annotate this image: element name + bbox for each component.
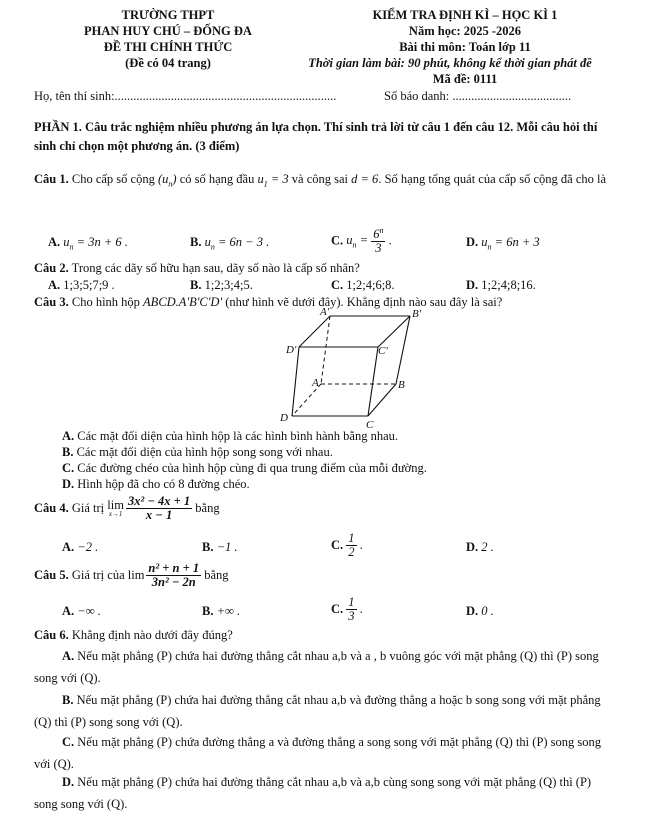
question-6-option-d[interactable] — [34, 772, 612, 816]
q1-opt-c-var: u — [346, 232, 353, 247]
question-5-option-d[interactable] — [466, 604, 494, 619]
question-5-label: Câu 5. — [34, 568, 69, 583]
question-2-text — [34, 261, 360, 276]
option-label: C. — [331, 233, 344, 248]
q4-num: 3x² − 4x + 1 — [127, 494, 191, 508]
question-4-text — [34, 495, 220, 529]
option-label: A. — [62, 429, 75, 443]
option-label: A. — [48, 278, 61, 292]
question-2-option-c[interactable] — [331, 278, 395, 293]
option-label: B. — [202, 540, 214, 554]
option-label: C. — [62, 735, 75, 749]
q5-opt-b: +∞ . — [216, 604, 241, 618]
question-5-option-c[interactable] — [331, 596, 363, 623]
q4-opt-b: −1 . — [216, 540, 238, 554]
option-label: A. — [62, 604, 75, 618]
option-label: B. — [62, 445, 74, 459]
vertex-label-c: C — [366, 419, 374, 431]
question-3-option-c[interactable] — [62, 461, 427, 476]
q3-opt-a: Các mặt đối diện của hình hộp là các hình bình hành bằng nhau. — [74, 429, 399, 443]
q1-sequence — [157, 172, 177, 189]
q2-opt-b: 1;2;3;4;5. — [204, 278, 253, 292]
q5-opt-c-fraction — [346, 596, 356, 623]
question-3-option-a[interactable] — [62, 429, 398, 444]
q6-opt-b: Nếu mặt phẳng (P) chứa hai đường thẳng cắt nhau a,b và đường thẳng a hoặc b song song với mặt phẳng (Q) thì (P) song song với (Q). — [34, 693, 601, 729]
school-year: Năm học: 2025 -2026 — [408, 24, 522, 38]
vertex-label-a1: A' — [320, 306, 330, 318]
q1-opt-a-var: u — [63, 235, 70, 249]
q1-text-a: Cho cấp số cộng — [68, 172, 158, 186]
q1-opt-b-sub: n — [210, 242, 215, 252]
q4-den: x − 1 — [145, 508, 173, 523]
question-2-option-b[interactable] — [190, 278, 253, 293]
question-3-option-d[interactable] — [62, 477, 250, 492]
option-label: D. — [62, 477, 75, 491]
edge-d1-d — [292, 347, 299, 416]
q1-seq-end: ) — [172, 172, 177, 186]
option-label: D. — [466, 604, 479, 618]
q1-opt-c-fraction — [371, 227, 385, 255]
q1-d: d = 6 — [351, 172, 379, 186]
option-label: D. — [466, 235, 479, 249]
q4-fraction — [126, 495, 192, 522]
q1-opt-c-eq: = — [356, 232, 372, 247]
q1-opt-b-rhs: = 6n − 3 . — [214, 235, 270, 249]
q2-opt-d: 1;2;4;8;16. — [481, 278, 536, 292]
q1-opt-d-rhs: = 6n + 3 — [491, 235, 540, 249]
question-6-option-c[interactable] — [34, 732, 612, 776]
question-5-option-b[interactable] — [202, 604, 240, 619]
question-2-option-d[interactable] — [466, 278, 536, 293]
exam-title: KIỂM TRA ĐỊNH KÌ – HỌC KÌ 1 — [372, 8, 558, 22]
q1-seq: (u — [157, 172, 169, 186]
q1-seq-sub: n — [168, 179, 173, 189]
question-6-label: Câu 6. — [34, 628, 69, 642]
question-3-option-b[interactable] — [62, 445, 333, 460]
question-3-label: Câu 3. — [34, 295, 69, 309]
option-label: A. — [62, 649, 75, 663]
q4-opt-c-fraction — [346, 532, 356, 559]
q5-text-a: Giá trị của — [68, 568, 128, 583]
q2-text: Trong các dãy số hữu hạn sau, dãy số nào là cấp số nhân? — [68, 261, 360, 275]
question-1-option-b[interactable] — [190, 235, 269, 252]
vertex-label-b: B — [398, 379, 405, 391]
q5-fraction — [146, 562, 201, 589]
option-label: D. — [466, 540, 479, 554]
student-id-field: Số báo danh: ...................................... — [384, 89, 572, 103]
q1-opt-c-sub: n — [352, 240, 357, 250]
q1-u1 — [257, 172, 289, 189]
question-4-option-c[interactable] — [331, 532, 363, 559]
q1-opt-a-rhs: = 3n + 6 . — [73, 235, 128, 249]
q2-opt-c: 1;2;4;6;8. — [346, 278, 395, 292]
q4-opt-c-den: 2 — [348, 545, 355, 560]
q4-text-a: Giá trị — [68, 501, 108, 516]
q4-opt-c-end: . — [356, 538, 363, 553]
hidden-edge-a1-a — [321, 316, 330, 384]
q1-text-b: có số hạng đầu — [176, 172, 258, 186]
question-6-text — [34, 628, 233, 643]
edge-b1-b — [396, 316, 410, 384]
q1-opt-c-den: 3 — [375, 241, 382, 256]
q4-lim-sub: x→1 — [108, 510, 123, 519]
part1-instructions — [34, 118, 612, 157]
q5-opt-c-end: . — [356, 602, 363, 617]
option-label: B. — [62, 693, 74, 707]
q5-text-b: bằng — [201, 568, 229, 583]
question-6-option-a[interactable] — [34, 646, 612, 690]
q6-text: Khẳng định nào dưới đây đúng? — [68, 628, 233, 642]
question-2-option-a[interactable] — [48, 278, 115, 293]
question-6-option-b[interactable] — [34, 690, 612, 734]
option-label: B. — [190, 235, 202, 249]
q4-lim: lim — [107, 497, 124, 512]
vertex-label-b1: B' — [412, 308, 422, 320]
page-count: (Đề có 04 trang) — [125, 56, 211, 70]
q3-opt-c: Các đường chéo của hình hộp cùng đi qua trung điểm của mỗi đường. — [74, 461, 427, 475]
option-label: C. — [331, 602, 344, 617]
q4-opt-d: 2 . — [481, 540, 494, 554]
school-name-line1: TRƯỜNG THPT — [121, 8, 215, 22]
q4-limit — [107, 499, 124, 519]
question-4-option-b[interactable] — [202, 540, 238, 555]
q6-opt-c: Nếu mặt phẳng (P) chứa đường thẳng a và đường thẳng a song song với mặt phẳng (Q) thì (P) song song với (Q). — [34, 735, 602, 771]
question-1-label: Câu 1. — [34, 172, 69, 186]
q5-opt-c-den: 3 — [348, 609, 355, 624]
question-2-label: Câu 2. — [34, 261, 69, 275]
q1-opt-b-var: u — [204, 235, 211, 249]
option-label: C. — [331, 278, 344, 292]
q1-u1-sub: 1 — [263, 179, 268, 189]
q5-lim: lim — [127, 568, 145, 583]
vertex-label-d1: D' — [286, 344, 297, 356]
student-name-field: Họ, tên thí sinh:....................................................................... — [34, 89, 337, 103]
question-4-option-d[interactable] — [466, 540, 494, 555]
part1-desc: Thí sinh trả lời từ câu 1 đến câu 12. Mỗi câu hỏi thí sinh chỉ chọn một phương án. (3 điểm) — [34, 120, 598, 154]
option-label: C. — [331, 538, 344, 553]
q5-den: 3n² − 2n — [151, 575, 196, 590]
option-label: A. — [48, 235, 61, 249]
option-label: C. — [62, 461, 75, 475]
q1-u1-val: = 3 — [267, 172, 289, 186]
option-label: A. — [62, 540, 75, 554]
option-label: D. — [62, 775, 75, 789]
q3-opt-b: Các mặt đối diện của hình hộp song song với nhau. — [73, 445, 333, 459]
q5-opt-a: −∞ . — [77, 604, 101, 618]
option-label: D. — [466, 278, 479, 292]
question-1-option-c[interactable] — [331, 227, 392, 255]
q1-opt-d-var: u — [481, 235, 488, 249]
q1-opt-c-num-sup: n — [379, 226, 384, 235]
q5-num: n² + n + 1 — [148, 561, 200, 575]
school-name-line2: PHAN HUY CHÚ – ĐỐNG ĐA — [84, 24, 252, 38]
part1-heading: PHẦN 1. Câu trắc nghiệm nhiều phương án lựa chọn. — [34, 120, 321, 134]
q4-opt-c-num: 1 — [348, 531, 355, 545]
vertex-label-c1: C' — [378, 345, 388, 357]
question-1-text — [34, 170, 612, 191]
q3-text-b: (như hình vẽ dưới đây). Khẳng định nào sau đây là sai? — [222, 295, 503, 309]
q3-opt-d: Hình hộp đã cho có 8 đường chéo. — [74, 477, 250, 491]
q3-text-a: Cho hình hộp — [68, 295, 144, 309]
q4-text-b: bằng — [192, 501, 220, 516]
vertex-label-a: A — [312, 377, 319, 389]
question-3-text — [34, 295, 502, 310]
q1-text-c: và công sai — [288, 172, 352, 186]
parallelepiped-figure — [270, 308, 420, 433]
q4-opt-a: −2 . — [77, 540, 99, 554]
q3-box: ABCD.A'B'C'D' — [143, 295, 223, 309]
q1-u1-var: u — [257, 172, 264, 186]
question-5-text — [34, 562, 229, 596]
q1-text-d: . Số hạng tổng quát của cấp số cộng đã cho là — [378, 172, 607, 186]
q6-opt-d: Nếu mặt phẳng (P) chứa hai đường thẳng cắt nhau a,b và a,b cùng song song với mặt phẳng (Q) thì (P) song song với (Q). — [34, 775, 592, 811]
vertex-label-d: D — [280, 412, 288, 424]
q1-opt-a-sub: n — [69, 242, 74, 252]
q5-opt-d: 0 . — [481, 604, 494, 618]
question-5-option-a[interactable] — [62, 604, 101, 619]
option-label: B. — [190, 278, 202, 292]
exam-code: Mã đề: 0111 — [432, 72, 498, 86]
official-exam-label: ĐỀ THI CHÍNH THỨC — [103, 40, 233, 54]
q1-opt-c-num: 6 — [373, 227, 380, 242]
q5-opt-c-num: 1 — [348, 595, 355, 609]
q1-opt-c-end: . — [385, 233, 392, 248]
q6-opt-a: Nếu mặt phẳng (P) chứa hai đường thẳng cắt nhau a,b và a , b vuông góc với mặt phẳng (Q) thì (P) song song với (Q). — [34, 649, 599, 685]
option-label: B. — [202, 604, 214, 618]
q1-opt-d-sub: n — [487, 242, 492, 252]
question-1-option-a[interactable] — [48, 235, 128, 252]
edge-b1-c1 — [378, 316, 410, 347]
edge-a1-d1 — [299, 316, 330, 347]
exam-time: Thời gian làm bài: 90 phút, không kể thời gian phát đề — [308, 56, 592, 70]
question-1-option-d[interactable] — [466, 235, 540, 252]
q2-opt-a: 1;3;5;7;9 . — [63, 278, 115, 292]
question-4-option-a[interactable] — [62, 540, 98, 555]
question-4-label: Câu 4. — [34, 501, 69, 516]
subject: Bài thi môn: Toán lớp 11 — [399, 40, 531, 54]
